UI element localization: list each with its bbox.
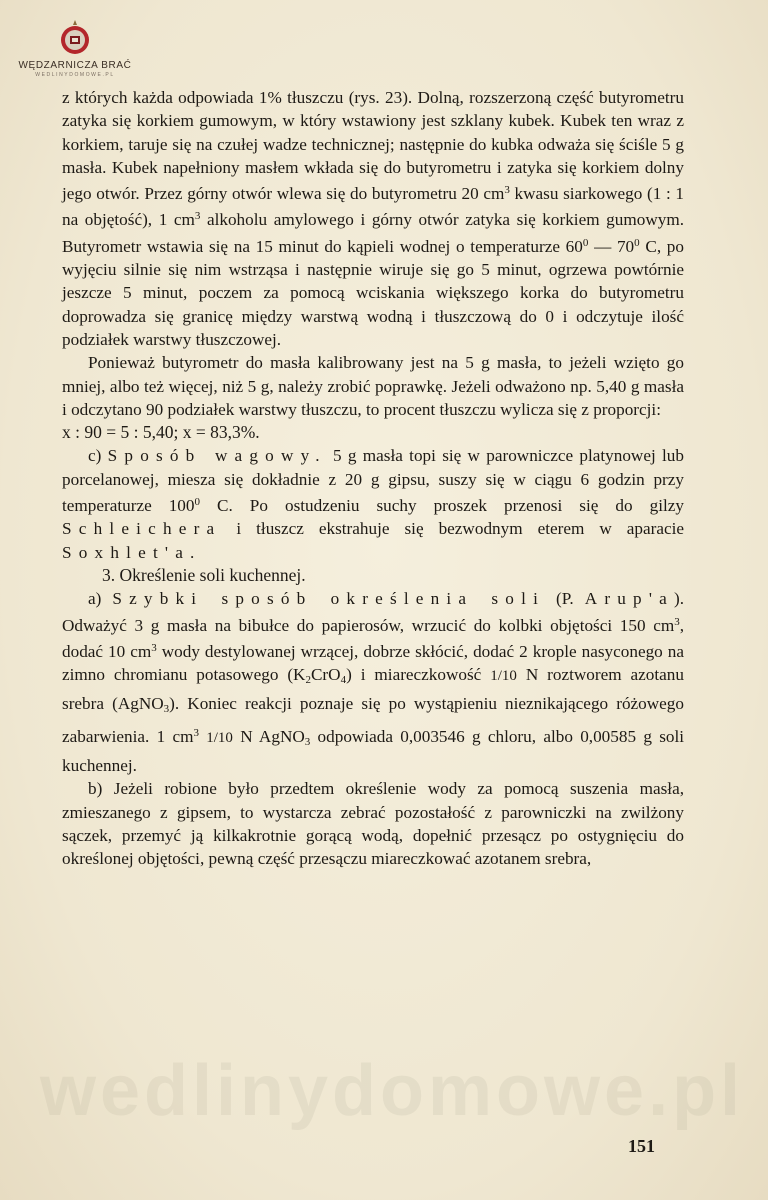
text-run: Ponieważ butyrometr do masła kalibrowany jest na 5 g masła, to jeżeli wzięto go mniej, albo też więcej, niż 5 g, należy zrobić poprawkę. Jeżeli odważono np. 5,40 g masła i odczytano 90 podziałek warstwy tłuszczu, to procent tłuszczu wylicza się z proporcji: bbox=[62, 353, 684, 419]
spaced-text: Szybki sposób określenia soli bbox=[112, 589, 546, 609]
text-run: N roztworem azotanu srebra (AgNO bbox=[62, 665, 684, 714]
paragraph bbox=[62, 351, 684, 421]
logo-name: WĘDZARNICZA BRAĆ bbox=[18, 60, 132, 71]
fraction: 1/10 bbox=[206, 729, 233, 746]
spaced-text: Soxhlet'a. bbox=[62, 542, 202, 562]
superscript: 3 bbox=[504, 184, 510, 197]
superscript: 3 bbox=[193, 726, 199, 739]
section-heading: 3. Określenie soli kuchennej. bbox=[102, 564, 306, 585]
text-run: C. Po ostudzeniu suchy proszek przenosi się do gilzy bbox=[200, 496, 684, 516]
fraction: 1/10 bbox=[490, 668, 517, 685]
text-run: ). Odważyć 3 g masła na bibułce do papierosów, wrzucić do kolbki objętości 150 cm bbox=[62, 589, 684, 635]
subscript: 3 bbox=[163, 703, 170, 716]
text-run: N AgNO bbox=[232, 726, 305, 746]
text-run: ). Koniec reakcji poznaje się po wystąpieniu nieznikającego różowego zabarwienia. 1 cm bbox=[62, 694, 684, 746]
formula: x : 90 = 5 : 5,40; x = 83,3%. bbox=[62, 422, 260, 443]
text-run: odpowiada 0,003546 g chloru, albo 0,00585 g soli kuchennej. bbox=[62, 726, 685, 776]
text-run: c) bbox=[88, 446, 108, 466]
text-run: — 70 bbox=[588, 236, 635, 256]
paragraph bbox=[62, 587, 684, 777]
text-run: ) i miareczkowość bbox=[346, 665, 491, 685]
text-run: CrO bbox=[310, 665, 341, 685]
superscript: 0 bbox=[194, 496, 200, 509]
subscript: 2 bbox=[305, 674, 311, 687]
page-number: 151 bbox=[628, 1136, 655, 1156]
text-run: kwasu siarkowego (1 : 1 na objętość), 1 cm bbox=[62, 184, 684, 230]
paragraph bbox=[62, 777, 684, 870]
paragraph bbox=[62, 86, 684, 351]
text-run: a) bbox=[88, 589, 113, 609]
text-run: 5 g masła topi się w parowniczce platynowej lub porcelanowej, miesza się dokładnie z 20 g gipsu, suszy się w ciągu 6 godzin przy temperaturze 100 bbox=[62, 446, 684, 516]
text-run: wody destylowanej wrzącej, dobrze skłócić, dodać 2 krople nasyconego na zimno chromianu potasowego (K bbox=[62, 641, 684, 685]
text-run: C, po wyjęciu silnie się nim wstrząsa i następnie wiruje się go 5 minut, ogrzewa powtórnie jeszcze 5 minut, poczem za pomocą wciskania większego korka do butyrometru doprowadza się granicę między warstwą wodną i tłuszczową do 0 i odczytuje ilość podziałek warstwy tłuszczowej. bbox=[62, 236, 684, 349]
watermark-logo bbox=[10, 18, 140, 78]
superscript: 0 bbox=[634, 236, 640, 249]
superscript: 3 bbox=[194, 210, 201, 223]
spaced-text: Schleichera bbox=[62, 519, 222, 539]
text-run: alkoholu amylowego i górny otwór zatyka się korkiem gumowym. Butyrometr wstawia się na 15 minut do kąpieli wodnej o temperaturze 60 bbox=[62, 210, 684, 256]
subscript: 4 bbox=[340, 674, 347, 687]
page-text bbox=[62, 86, 684, 871]
text-run: b) Jeżeli robione było przedtem określenie wody za pomocą suszenia masła, zmieszanego z gipsem, to wystarcza zebrać pozostałość z parowniczki na zwilżony sączek, przemyć ją kilkakrotnie gorącą wodą, dopełnić przesącz po ostygnięciu do określonej objętości, pewną część przesączu miareczkować azotanem srebra, bbox=[62, 779, 684, 869]
spaced-text: Sposób wagowy. bbox=[107, 446, 327, 466]
logo-subtitle: WEDLINYDOMOWE.PL bbox=[35, 72, 115, 78]
crest-icon bbox=[58, 18, 92, 58]
superscript: 0 bbox=[582, 236, 589, 249]
text-run: , dodać 10 cm bbox=[62, 615, 684, 661]
superscript: 3 bbox=[674, 615, 680, 628]
text-run: (P. bbox=[545, 589, 585, 609]
superscript: 3 bbox=[151, 641, 157, 654]
spaced-text: Arup'a bbox=[584, 589, 674, 609]
watermark-text: wedlinydomowe.pl bbox=[40, 1051, 745, 1131]
subscript: 3 bbox=[304, 735, 311, 748]
text-run: i tłuszcz ekstrahuje się bezwodnym eterem w aparacie bbox=[221, 519, 684, 539]
paragraph bbox=[62, 444, 684, 563]
text-run: z których każda odpowiada 1% tłuszczu (rys. 23). Dolną, rozszerzoną część butyrometru zatyka się korkiem gumowym, w który wstawiony jest szklany kubek. Kubek ten wraz z korkiem, taruje się na czułej wadze technicznej; następnie do kubka odważa się ściśle 5 g masła. Kubek napełniony masłem wkłada się do butyrometru i zatyka się korkiem dolny jego otwór. Przez górny otwór wlewa się do butyrometru 20 cm bbox=[62, 88, 684, 204]
